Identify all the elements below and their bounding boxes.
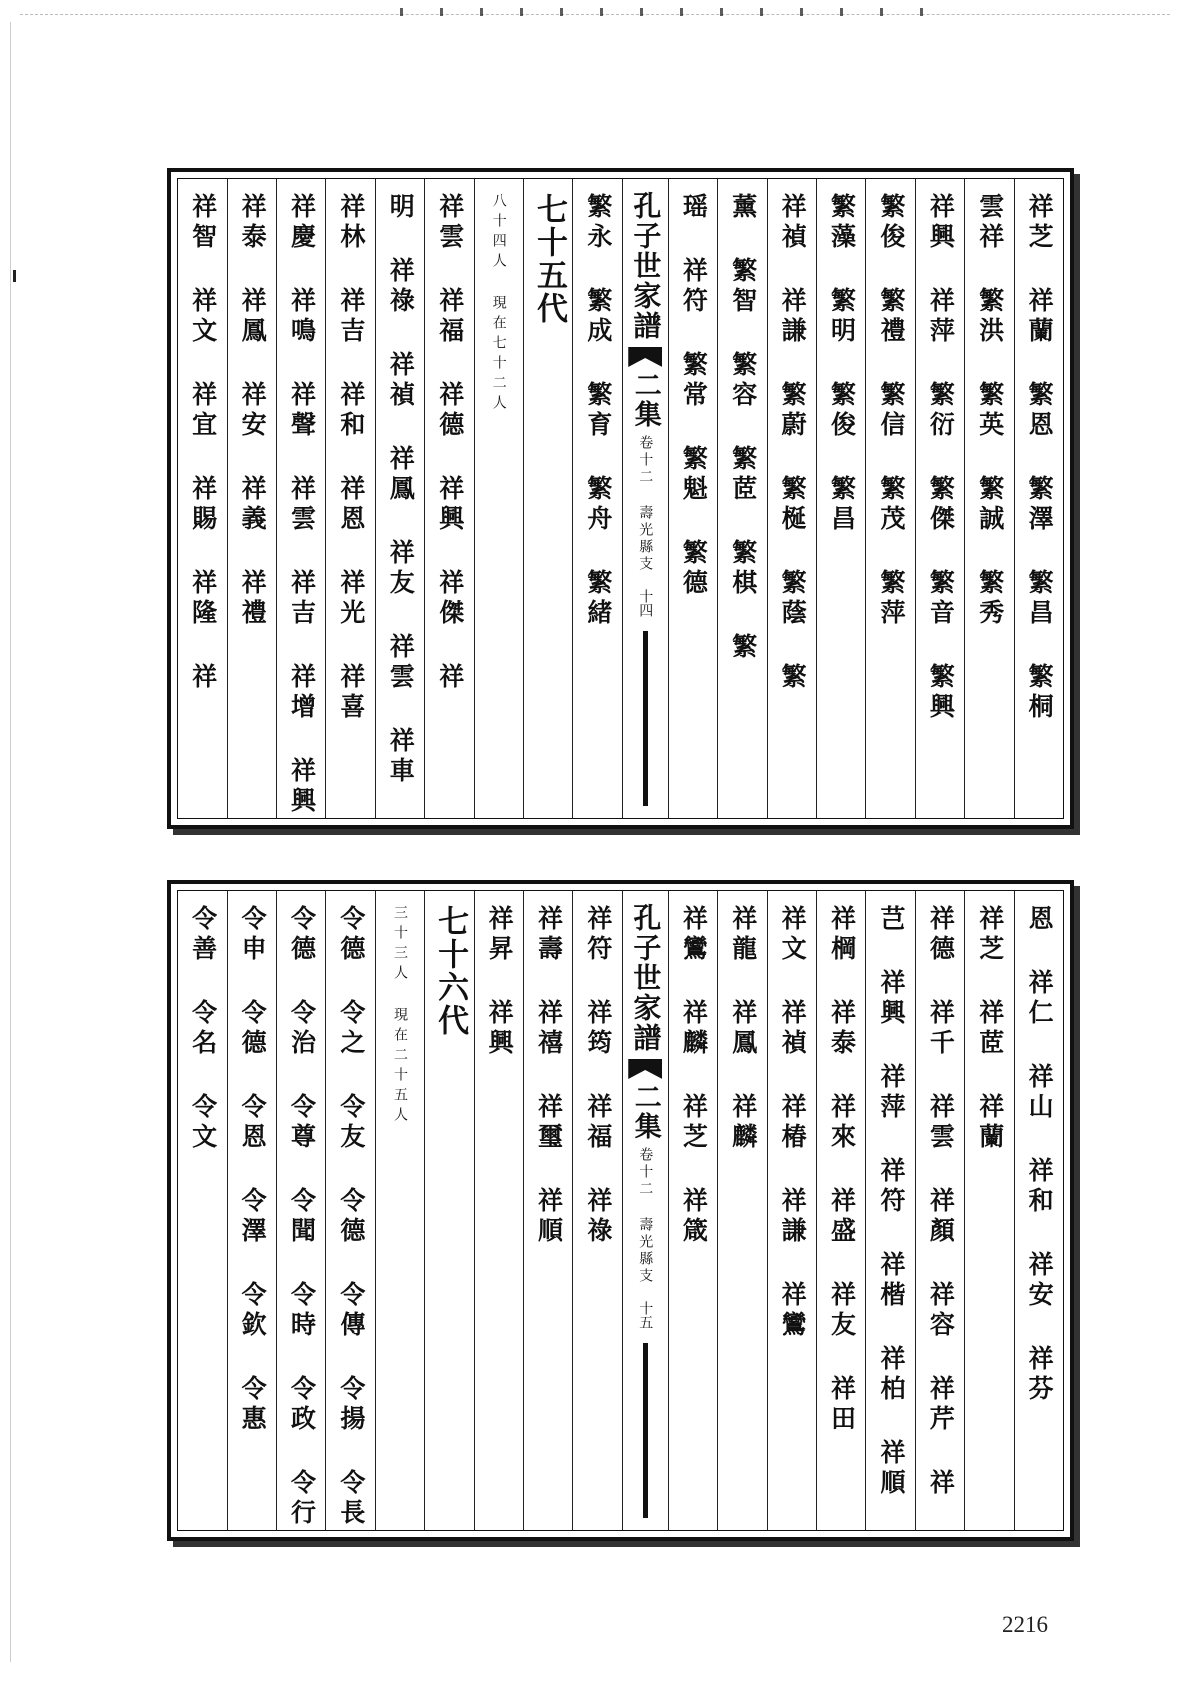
text-column <box>964 179 1013 818</box>
page-frame <box>177 890 1064 1531</box>
text-column <box>523 891 572 1530</box>
column-text: 祥禎 祥謙 繁蔚 繁梴 繁蔭 繁 <box>778 193 808 693</box>
book-title: 孔子世家譜 <box>629 191 663 341</box>
column-text: 令德 令之 令友 令德 令傳 令揚 令長 <box>336 905 366 1529</box>
text-column <box>816 179 865 818</box>
folio-number: 十五 <box>637 1301 654 1329</box>
column-text: 繁俊 繁禮 繁信 繁茂 繁萍 <box>876 193 906 629</box>
column-text: 芑 祥興 祥萍 祥符 祥楷 祥柏 祥順 <box>876 905 906 1499</box>
banner-rule <box>643 1343 648 1518</box>
text-column <box>474 891 523 1530</box>
text-column <box>964 891 1013 1530</box>
column-text: 瑶 祥符 繁常 繁魁 繁德 <box>679 193 709 599</box>
column-text: 祥棡 祥泰 祥來 祥盛 祥友 祥田 <box>827 905 857 1435</box>
generation-heading-column <box>523 179 572 818</box>
text-column <box>767 179 816 818</box>
scan-top-marks <box>400 8 940 16</box>
column-text: 恩 祥仁 祥山 祥和 祥安 祥芬 <box>1025 905 1055 1405</box>
column-text: 祥符 祥筠 祥福 祥祿 <box>583 905 613 1247</box>
page-frame <box>177 178 1064 819</box>
text-column <box>325 179 374 818</box>
column-text: 祥昇 祥興 <box>485 905 515 1059</box>
generation-heading: 七十五代 <box>530 193 567 325</box>
fishtail-ornament-icon <box>628 347 662 367</box>
book-title: 孔子世家譜 <box>629 903 663 1053</box>
folio-number: 十四 <box>637 589 654 617</box>
volume-label: 二集 <box>629 371 661 429</box>
genealogy-page-bottom <box>167 880 1074 1541</box>
scan-left-edge <box>10 22 11 1662</box>
scan-left-mark <box>13 270 16 282</box>
column-text: 令申 令德 令恩 令澤 令欽 令惠 <box>238 905 268 1435</box>
column-text: 祥林 祥吉 祥和 祥恩 祥光 祥喜 <box>336 193 366 723</box>
generation-heading: 七十六代 <box>432 905 469 1037</box>
page-center-banner <box>622 179 668 818</box>
fishtail-ornament-icon <box>628 1059 662 1079</box>
text-column <box>227 179 276 818</box>
text-column <box>572 891 621 1530</box>
generation-note: 三十三人 現在二十五人 <box>391 905 408 1127</box>
column-text: 祥興 祥萍 繁衍 繁傑 繁音 繁興 <box>926 193 956 723</box>
column-text: 祥雲 祥福 祥德 祥興 祥傑 祥 <box>435 193 465 693</box>
banner-rule <box>643 631 648 806</box>
text-column <box>717 179 766 818</box>
text-column <box>1014 179 1063 818</box>
text-column <box>424 179 473 818</box>
text-column <box>227 891 276 1530</box>
column-text: 祥芝 祥茝 祥蘭 <box>975 905 1005 1153</box>
text-column <box>178 179 226 818</box>
generation-note-column <box>375 891 424 1530</box>
text-column <box>668 891 717 1530</box>
text-column <box>767 891 816 1530</box>
text-column <box>668 179 717 818</box>
column-text: 祥龍 祥鳳 祥麟 <box>728 905 758 1153</box>
column-text: 祥鸞 祥麟 祥芝 祥箴 <box>679 905 709 1247</box>
column-text: 祥泰 祥鳳 祥安 祥義 祥禮 <box>238 193 268 629</box>
text-column <box>276 179 325 818</box>
column-text: 祥芝 祥蘭 繁恩 繁澤 繁昌 繁桐 <box>1025 193 1055 723</box>
text-column <box>865 891 914 1530</box>
column-text: 雲祥 繁洪 繁英 繁誠 繁秀 <box>975 193 1005 629</box>
column-text: 祥文 祥禎 祥椿 祥謙 祥鸞 <box>778 905 808 1341</box>
column-text: 祥德 祥千 祥雲 祥顏 祥容 祥芹 祥 <box>926 905 956 1499</box>
column-text: 薰 繁智 繁容 繁茝 繁棋 繁 <box>728 193 758 663</box>
column-text: 令善 令名 令文 <box>188 905 218 1153</box>
column-text: 明 祥祿 祥禎 祥鳳 祥友 祥雲 祥車 <box>386 193 416 787</box>
section-label: 卷十二 壽光縣支 <box>637 435 654 573</box>
text-column <box>816 891 865 1530</box>
text-column <box>865 179 914 818</box>
column-text: 祥智 祥文 祥宜 祥賜 祥隆 祥 <box>188 193 218 693</box>
text-column <box>178 891 226 1530</box>
text-column <box>915 179 964 818</box>
text-column <box>325 891 374 1530</box>
section-label: 卷十二 壽光縣支 <box>637 1147 654 1285</box>
column-text: 繁藻 繁明 繁俊 繁昌 <box>827 193 857 535</box>
text-column <box>572 179 621 818</box>
generation-heading-column <box>424 891 473 1530</box>
text-column <box>717 891 766 1530</box>
volume-label: 二集 <box>629 1083 661 1141</box>
text-column <box>1014 891 1063 1530</box>
generation-note-column <box>474 179 523 818</box>
generation-note: 八十四人 現在七十二人 <box>490 193 507 415</box>
column-text: 祥壽 祥禧 祥璽 祥順 <box>534 905 564 1247</box>
page-center-banner <box>622 891 668 1530</box>
page-number: 2216 <box>1002 1612 1048 1637</box>
text-column <box>915 891 964 1530</box>
genealogy-page-top <box>167 168 1074 829</box>
column-text: 祥慶 祥鳴 祥聲 祥雲 祥吉 祥增 祥興 <box>287 193 317 817</box>
column-text: 繁永 繁成 繁育 繁舟 繁緒 <box>583 193 613 629</box>
text-column <box>276 891 325 1530</box>
column-text: 令德 令治 令尊 令聞 令時 令政 令行 <box>287 905 317 1529</box>
text-column <box>375 179 424 818</box>
